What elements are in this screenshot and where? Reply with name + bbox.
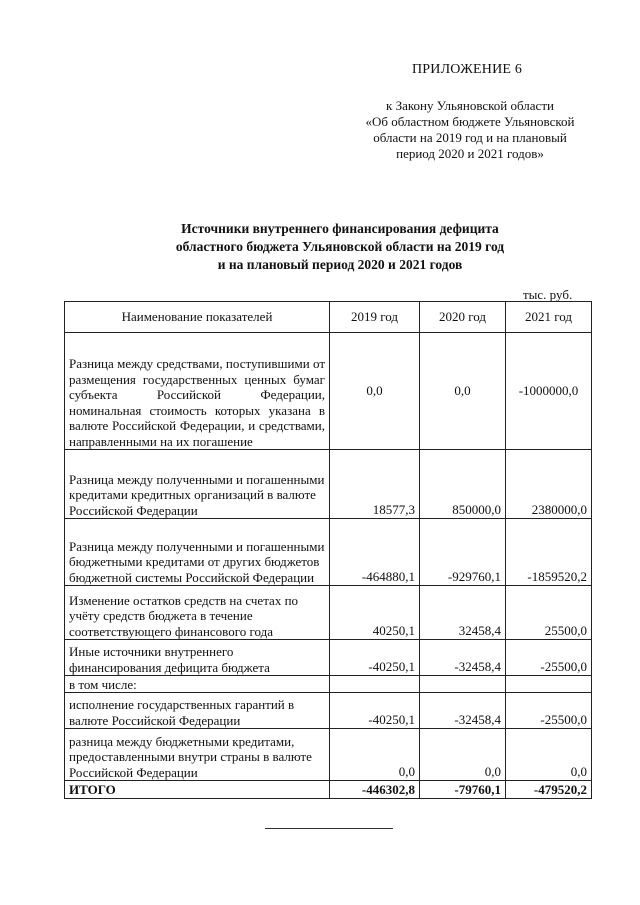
value-2019: -464880,1: [330, 519, 420, 586]
table-row: [65, 519, 592, 586]
row-name: Разница между полученными и погашенными кредитами кредитных организаций в валюте Российской Федерации: [65, 450, 330, 519]
value-2019: 0,0: [330, 333, 420, 450]
value-2020: [420, 676, 506, 693]
table-row: [65, 450, 592, 519]
value-2019: -40250,1: [330, 640, 420, 676]
total-row: [65, 781, 592, 799]
row-name: Изменение остатков средств на счетах по учёту средств бюджета в течение соответствующего финансового года: [65, 586, 330, 640]
table-row: [65, 586, 592, 640]
value-2020: 850000,0: [420, 450, 506, 519]
document-title-line: и на плановый период 2020 и 2021 годов: [217, 257, 463, 272]
value-2021: -25500,0: [506, 640, 592, 676]
value-2020: 0,0: [420, 333, 506, 450]
value-2020: -929760,1: [420, 519, 506, 586]
column-header-2020: 2020 год: [420, 302, 506, 333]
column-header-2019: 2019 год: [330, 302, 420, 333]
column-header-name: Наименование показателей: [65, 302, 330, 333]
value-2021: 0,0: [506, 729, 592, 781]
footer-divider: [265, 828, 393, 829]
total-2021: -479520,2: [506, 781, 592, 799]
value-2020: 32458,4: [420, 586, 506, 640]
value-2020: 0,0: [420, 729, 506, 781]
document-title-line: областного бюджета Ульяновской области на 2019 год: [175, 239, 505, 254]
row-name: исполнение государственных гарантий в валюте Российской Федерации: [65, 693, 330, 729]
table-row: [65, 640, 592, 676]
law-reference: [330, 98, 610, 162]
appendix-title: ПРИЛОЖЕНИЕ 6: [412, 62, 523, 77]
table-row: [65, 333, 592, 450]
value-2021: 2380000,0: [506, 450, 592, 519]
value-2019: [330, 676, 420, 693]
units-label: тыс. руб.: [523, 287, 573, 302]
document-title-line: Источники внутреннего финансирования дефицита: [181, 221, 499, 236]
value-2021: -1859520,2: [506, 519, 592, 586]
table-row: [65, 676, 592, 693]
row-name: Разница между средствами, поступившими от размещения государственных ценных бумаг субъекта Российской Федерации, номинальная стоимость которых указана в валюте Российской Федерации, и средствами, направленными на их погашение: [65, 333, 330, 450]
value-2019: 40250,1: [330, 586, 420, 640]
table-row: [65, 729, 592, 781]
law-reference-line: период 2020 и 2021 годов»: [396, 146, 544, 161]
column-header-2021: 2021 год: [506, 302, 592, 333]
value-2019: 0,0: [330, 729, 420, 781]
law-reference-line: области на 2019 год и на плановый: [373, 130, 567, 145]
row-name: Разница между полученными и погашенными бюджетными кредитами от других бюджетов бюджетной системы Российской Федерации: [65, 519, 330, 586]
value-2021: -1000000,0: [506, 333, 592, 450]
value-2020: -32458,4: [420, 640, 506, 676]
value-2021: -25500,0: [506, 693, 592, 729]
budget-sources-table: [64, 301, 592, 799]
table-header-row: [65, 302, 592, 333]
document-title: [90, 220, 590, 274]
row-name: разница между бюджетными кредитами, предоставленными внутри страны в валюте Российской Федерации: [65, 729, 330, 781]
row-name: в том числе:: [65, 676, 330, 693]
row-name: Иные источники внутреннего финансирования дефицита бюджета: [65, 640, 330, 676]
value-2021: [506, 676, 592, 693]
value-2021: 25500,0: [506, 586, 592, 640]
total-label: ИТОГО: [65, 781, 330, 799]
value-2019: 18577,3: [330, 450, 420, 519]
law-reference-line: к Закону Ульяновской области: [386, 98, 554, 113]
law-reference-line: «Об областном бюджете Ульяновской: [365, 114, 575, 129]
total-2019: -446302,8: [330, 781, 420, 799]
table-row: [65, 693, 592, 729]
value-2019: -40250,1: [330, 693, 420, 729]
total-2020: -79760,1: [420, 781, 506, 799]
value-2020: -32458,4: [420, 693, 506, 729]
